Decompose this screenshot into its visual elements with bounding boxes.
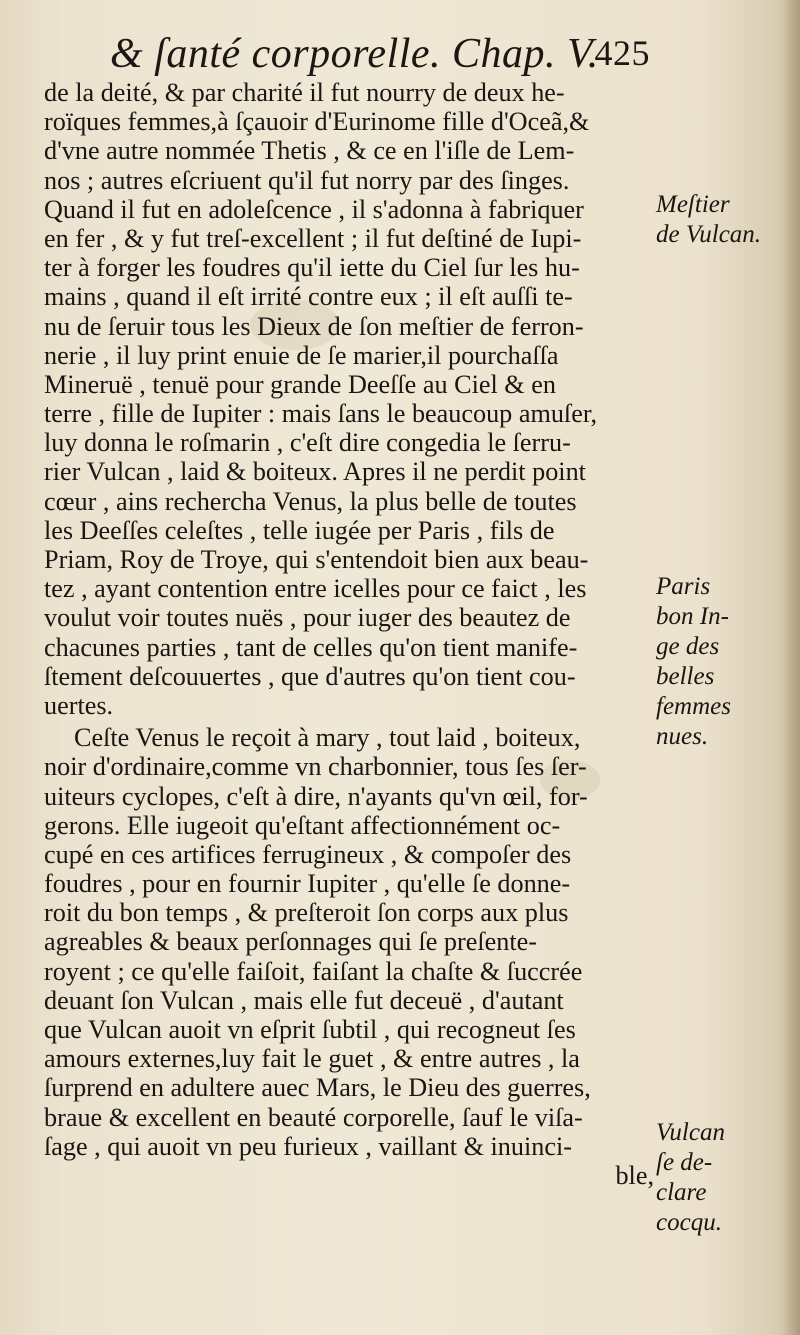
text-line: Ceſte Venus le reçoit à mary , tout laid , boiteux, [74,723,581,753]
text-line: nos ; autres eſcriuent qu'il fut norry par des ſinges. [44,165,570,195]
text-line: en fer , & y fut treſ-excellent ; il fut deſtiné de Iupi- [44,223,582,253]
marginal-note-vulcan-cuckold [656,1118,796,1238]
catchword: ble, [615,1160,654,1190]
page-edge-shadow [782,0,800,1335]
text-line: mains , quand il eſt irrité contre eux ; il eſt auſſi te- [44,282,573,312]
running-title: & ſanté corporelle. Chap. V. [110,31,599,77]
text-line: Mineruë , tenuë pour grande Deeſſe au Ciel & en [44,369,556,399]
text-line: gerons. Elle iugeoit qu'eſtant affectionnément oc- [44,810,561,840]
marginal-line: Meſtier [656,191,730,218]
marginal-line: Vulcan [656,1119,725,1146]
marginal-line: ge des [656,633,720,660]
text-line: noir d'ordinaire,comme vn charbonnier, tous ſes ſer- [44,752,587,782]
text-line: Priam, Roy de Troye, qui s'entendoit bien aux beau- [44,545,589,574]
text-line: deuant ſon Vulcan , mais elle fut deceuë , d'autant [44,985,564,1015]
marginal-line: femmes [656,693,731,720]
main-text [44,78,654,1190]
marginal-line: de Vulcan. [656,221,762,248]
text-line: nerie , il luy print enuie de ſe marier,il pourchaſſa [44,340,559,370]
marginal-line: belles [656,663,715,690]
text-line: Quand il fut en adoleſcence , il s'adonna à fabriquer [44,194,584,224]
text-line: que Vulcan auoit vn eſprit ſubtil , qui recogneut ſes [44,1015,576,1044]
text-line: braue & excellent en beauté corporelle, ſauf le viſa- [44,1102,583,1132]
text-line: rier Vulcan , laid & boiteux. Apres il ne perdit point [44,457,586,487]
text-line: nu de ſeruir tous les Dieux de ſon meſtier de ferron- [44,311,584,341]
text-line: uiteurs cyclopes, c'eſt à dire, n'ayants qu'vn œil, for- [44,781,588,811]
text-line: ſage , qui auoit vn peu furieux , vaillant & inuinci- [44,1131,572,1161]
text-line: voulut voir toutes nuës , pour iuger des beautez de [44,603,571,633]
text-line: tez , ayant contention entre icelles pour ce faict , les [44,574,587,604]
text-line: de la deité, & par charité il fut nourry de deux he- [44,78,565,107]
marginal-line: cocqu. [656,1209,722,1236]
text-line: royent ; ce qu'elle faiſoit, faiſant la chaſte & ſuccrée [44,956,583,986]
text-line: roïques femmes,à ſçauoir d'Eurinome fille d'Oceã,& [44,107,590,137]
text-line: luy donna le roſmarin , c'eſt dire congedia le ſerru- [44,428,571,458]
marginal-note-vulcan-trade [656,190,796,250]
text-line: les Deeſſes celeſtes , telle iugée per Paris , fils de [44,515,555,545]
paragraph-1 [44,78,654,720]
paragraph-2 [44,723,654,1161]
marginal-line: clare [656,1179,707,1206]
text-line: chacunes parties , tant de celles qu'on tient manife- [44,632,578,662]
marginal-line: nues. [656,723,709,750]
text-line: foudres , pour en fournir Iupiter , qu'elle ſe donne- [44,869,571,899]
page-number: 425 [594,33,650,73]
text-line: uertes. [44,690,114,720]
marginal-note-paris [656,572,796,752]
marginal-line: Paris [656,573,711,600]
running-header [110,30,650,80]
marginal-line: ſe de- [656,1149,713,1176]
text-line: agreables & beaux perſonnages qui ſe preſente- [44,927,537,957]
text-line: cupé en ces artifices ferrugineux , & compoſer des [44,839,572,869]
text-line: cœur , ains rechercha Venus, la plus belle de toutes [44,486,577,516]
text-line: d'vne autre nommée Thetis , & ce en l'iſle de Lem- [44,136,575,166]
text-line: roit du bon temps , & preſteroit ſon corps aux plus [44,898,569,928]
text-line: ter à forger les foudres qu'il iette du Ciel ſur les hu- [44,253,580,283]
text-line: ſurprend en adultere auec Mars, le Dieu des guerres, [44,1073,591,1103]
text-line: ſtement deſcouuertes , que d'autres qu'on tient cou- [44,661,576,691]
marginal-line: bon In- [656,603,729,630]
text-line: terre , fille de Iupiter : mais ſans le beaucoup amuſer, [44,399,598,429]
text-line: amours externes,luy fait le guet , & entre autres , la [44,1044,580,1074]
